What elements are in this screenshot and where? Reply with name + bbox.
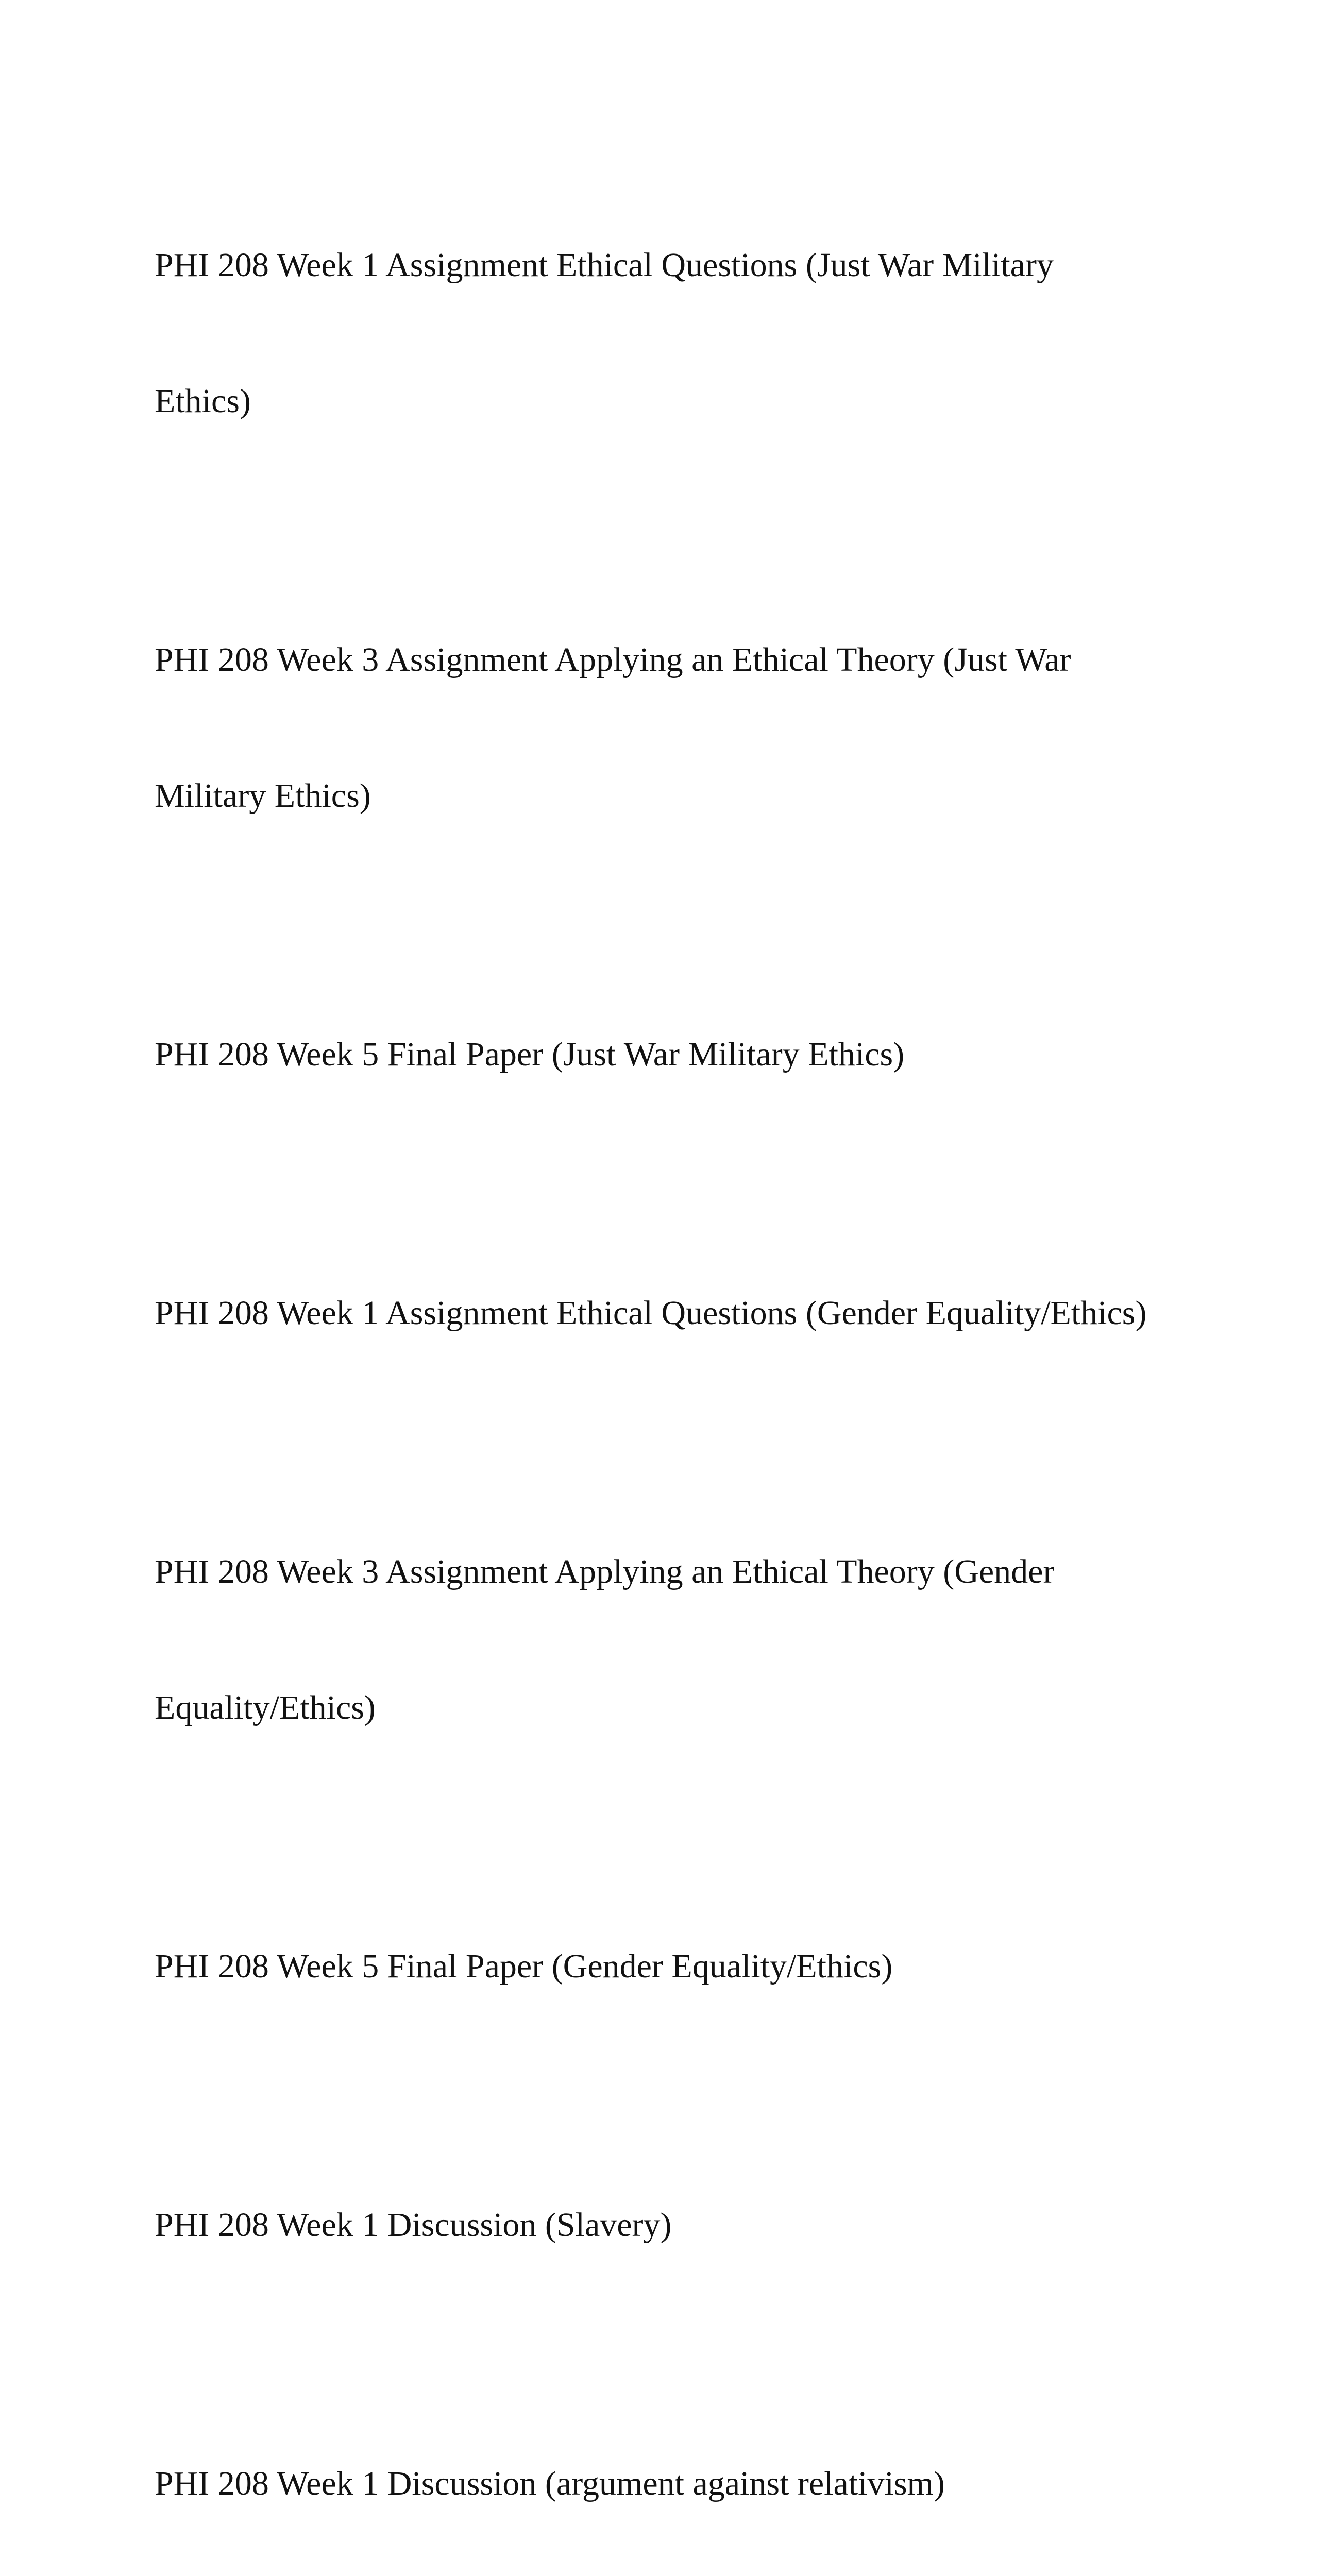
entry-line: PHI 208 Week 1 Assignment Ethical Questions (Gender Equality/Ethics) bbox=[155, 1294, 1147, 1332]
entry-line: PHI 208 Week 3 Assignment Applying an Ethical Theory (Gender bbox=[155, 1553, 1055, 1590]
entry-line: PHI 208 Week 5 Final Paper (Just War Military Ethics) bbox=[155, 1036, 905, 1073]
entry-line: PHI 208 Week 1 Discussion (argument against relativism) bbox=[155, 2465, 945, 2502]
list-item bbox=[155, 547, 1185, 909]
list-item bbox=[155, 941, 1185, 1168]
entry-line: Military Ethics) bbox=[155, 777, 371, 815]
entry-line: PHI 208 Week 3 Assignment Applying an Ethical Theory (Just War bbox=[155, 641, 1071, 679]
list-item bbox=[155, 2370, 1185, 2576]
entry-line: PHI 208 Week 1 Assignment Ethical Questions (Just War Military bbox=[155, 246, 1054, 284]
list-item bbox=[155, 1200, 1185, 1427]
document-body bbox=[155, 152, 1185, 2576]
list-item bbox=[155, 1459, 1185, 1821]
list-item bbox=[155, 2112, 1185, 2338]
entry-line: PHI 208 Week 5 Final Paper (Gender Equality/Ethics) bbox=[155, 1947, 893, 1985]
entry-line: PHI 208 Week 1 Discussion (Slavery) bbox=[155, 2206, 672, 2244]
entry-line: Equality/Ethics) bbox=[155, 1689, 376, 1726]
list-item bbox=[155, 1853, 1185, 2080]
list-item bbox=[155, 152, 1185, 515]
entry-line: Ethics) bbox=[155, 382, 251, 420]
